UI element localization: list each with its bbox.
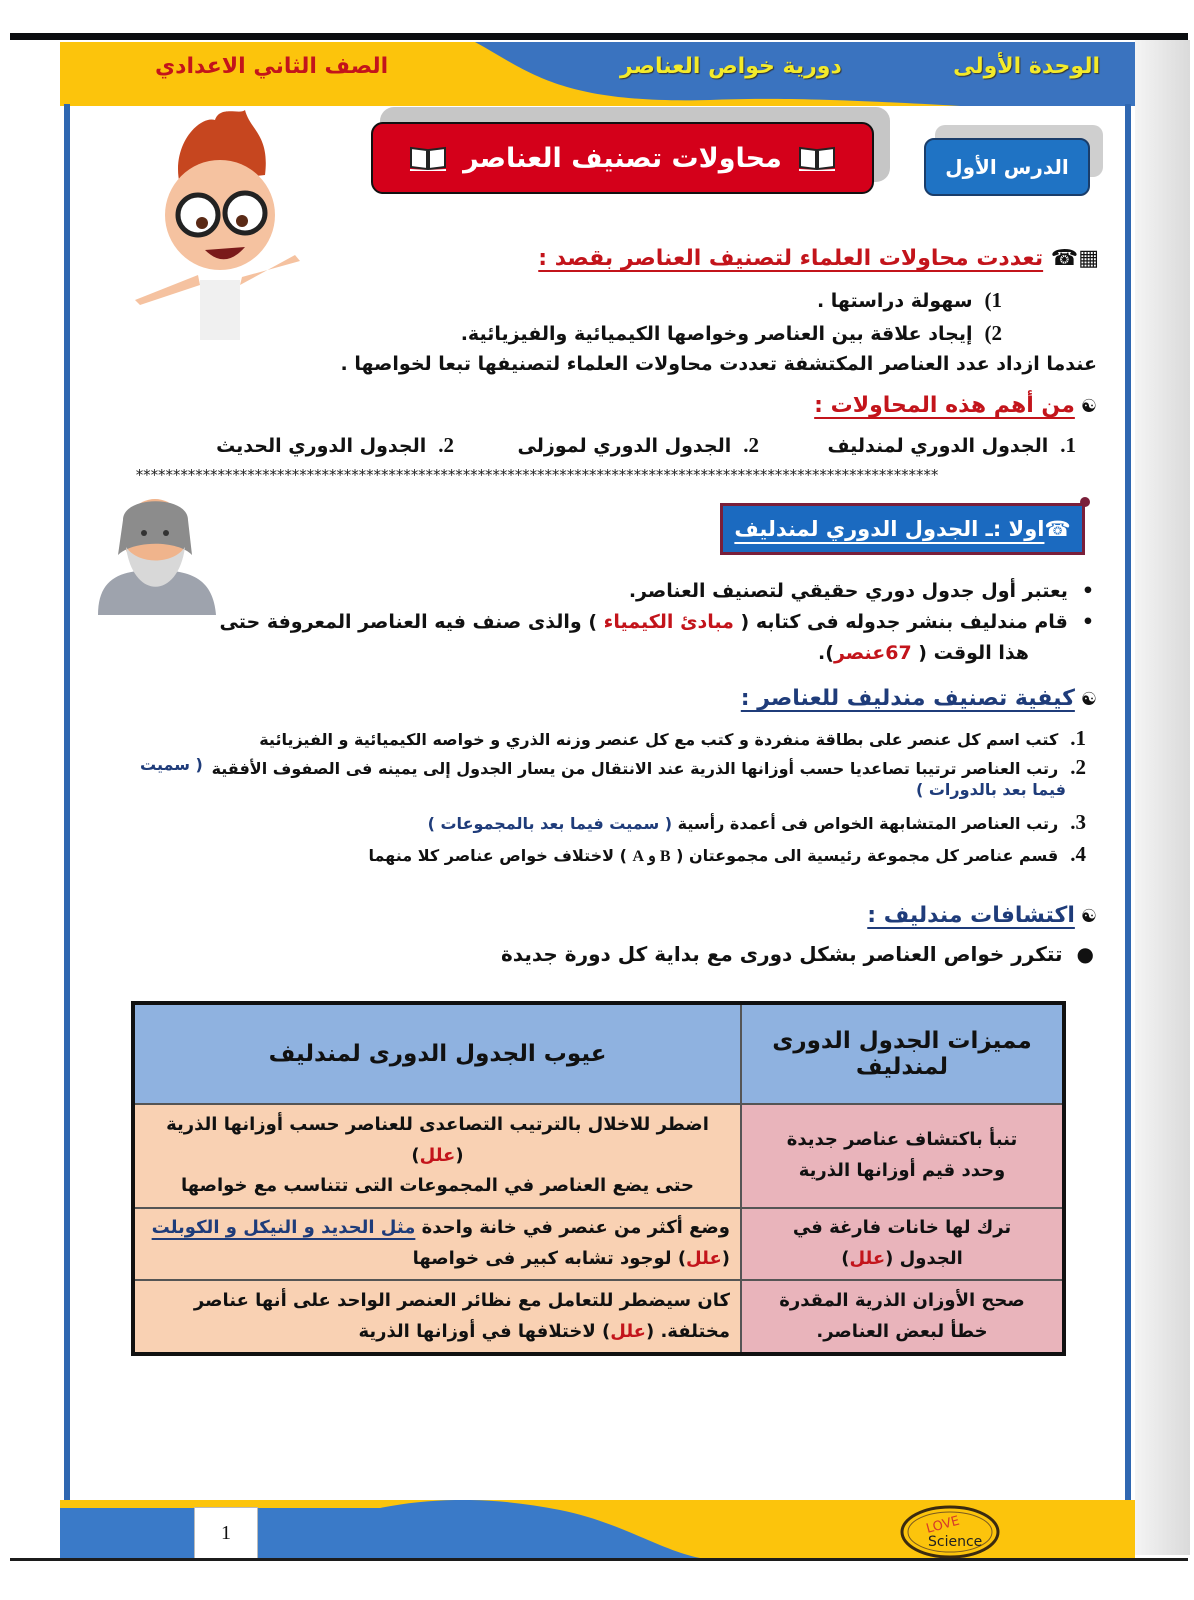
open-book-icon (798, 145, 836, 171)
discovery-item: ●تتكرر خواص العناصر بشكل دورى مع بداية كل دورة جديدة (500, 942, 1094, 966)
star-separator: ************************************************************************************************************ (135, 466, 938, 484)
lesson-badge: الدرس الأول (924, 138, 1090, 196)
window-icon: ▦ (1078, 246, 1099, 271)
bullet-item: •يعتبر أول جدول دوري حقيقي لتصنيف العناصر. (628, 580, 1094, 602)
topic-label: دورية خواص العناصر (620, 54, 842, 79)
disadvantage-cell: وضع أكثر من عنصر في خانة واحدة مثل الحديد و النيكل و الكوبلت (علل) لوجود تشابه كبير فى خواصها (133, 1208, 741, 1281)
grade-label: الصف الثاني الاعدادي (155, 54, 389, 79)
bullet-item: •قام مندليف بنشر جدوله فى كتابه ( مبادئ الكيمياء ) والذى صنف فيه العناصر المعروفة حتى (219, 611, 1094, 633)
ribbon-curl (1080, 497, 1090, 507)
example-link: مثل الحديد و النيكل و الكوبلت (151, 1217, 416, 1239)
attempt-item: 1.الجدول الدوري لمندليف (827, 433, 1076, 457)
top-border (10, 33, 1188, 40)
bullet-continuation: هذا الوقت ( 67عنصر). (818, 642, 1029, 664)
disadvantage-cell: كان سيضطر للتعامل مع نظائر العنصر الواحد على أنها عناصر مختلفة. (علل) لاختلافها في أوزانها الذرية (133, 1280, 741, 1354)
advantage-cell: صحح الأوزان الذرية المقدرة خطأ لبعض العناصر. (741, 1280, 1064, 1354)
yin-yang-icon: ☯ (1080, 906, 1097, 927)
advantage-cell: تنبأ باكتشاف عناصر جديدة وحدد قيم أوزانها الذرية (741, 1104, 1064, 1208)
method-step-note: فيما بعد بالدورات ) (915, 780, 1066, 799)
telephone-icon: ☎ (1050, 246, 1079, 271)
open-book-icon (409, 145, 447, 171)
purpose-item: 2)إيجاد علاقة بين العناصر وخواصها الكيميائية والفيزيائية. (460, 321, 1002, 345)
attempt-item: 2.الجدول الدوري لموزلى (517, 433, 759, 457)
love-science-logo (898, 1504, 1002, 1560)
table-row (133, 1208, 1064, 1281)
logo-text-love: LOVE (924, 1513, 962, 1537)
yin-yang-icon: ☯ (1080, 689, 1097, 710)
attempt-item: 2.الجدول الدوري الحديث (216, 433, 454, 457)
logo-text-science: Science (928, 1534, 983, 1550)
table-row (133, 1104, 1064, 1208)
method-step: 1.كتب اسم كل عنصر على بطاقة منفردة و كتب مع كل عنصر وزنه الذري و خواصه الكيميائية و الفيزيائية (259, 726, 1086, 750)
disadvantages-header: عيوب الجدول الدورى لمندليف (133, 1003, 741, 1104)
table-header-row (133, 1003, 1064, 1104)
method-step: 4.قسم عناصر كل مجموعة رئيسية الى مجموعتان ( B و A ) لاختلاف خواص عناصر كلا منهما (368, 842, 1086, 866)
purpose-heading: ▦☎ تعددت محاولات العلماء لتصنيف العناصر بقصد : (538, 246, 1099, 271)
cartoon-boy-illustration (120, 105, 320, 345)
telephone-icon: ☎ (1044, 517, 1071, 541)
pros-cons-table (131, 1001, 1066, 1356)
page-number: 1 (194, 1507, 258, 1559)
method-step-note: ( سميت (140, 755, 203, 774)
attempts-heading: ☯من أهم هذه المحاولات : (814, 393, 1097, 418)
table-row (133, 1280, 1064, 1354)
lesson-title: محاولات تصنيف العناصر (463, 142, 782, 174)
advantages-header: مميزات الجدول الدورى لمندليف (741, 1003, 1064, 1104)
method-heading: ☯كيفية تصنيف مندليف للعناصر : (740, 686, 1097, 711)
method-step: 2.رتب العناصر ترتيبا تصاعديا حسب أوزانها الذرية عند الانتقال من يسار الجدول إلى يمينه فى الصفوف الأفقية (211, 755, 1086, 779)
section-ribbon: ☎ اولا :ـ الجدول الدوري لمندليف (720, 503, 1085, 555)
advantage-cell: ترك لها خانات فارغة في الجدول (علل) (741, 1208, 1064, 1281)
purpose-item: 1)سهولة دراستها . (816, 288, 1002, 312)
page-edge-shadow (1135, 40, 1190, 1555)
header-banner (60, 42, 1135, 106)
discoveries-heading: ☯اكتشافات مندليف : (867, 903, 1097, 928)
yin-yang-icon: ☯ (1080, 396, 1097, 417)
disadvantage-cell: اضطر للاخلال بالترتيب التصاعدى للعناصر حسب أوزانها الذرية (علل) حتى يضع العناصر في المجموعات التى تتناسب مع خواصها (133, 1104, 741, 1208)
lesson-title-box (371, 122, 874, 194)
method-step: 3.رتب العناصر المتشابهة الخواص فى أعمدة رأسية ( سميت فيما بعد بالمجموعات ) (427, 810, 1086, 834)
purpose-note: عندما ازداد عدد العناصر المكتشفة تعددت محاولات العلماء لتصنيفها تبعا لخواصها . (340, 353, 1097, 375)
mendeleev-portrait (88, 485, 223, 620)
bottom-border (10, 1558, 1188, 1561)
unit-label: الوحدة الأولى (953, 54, 1100, 79)
